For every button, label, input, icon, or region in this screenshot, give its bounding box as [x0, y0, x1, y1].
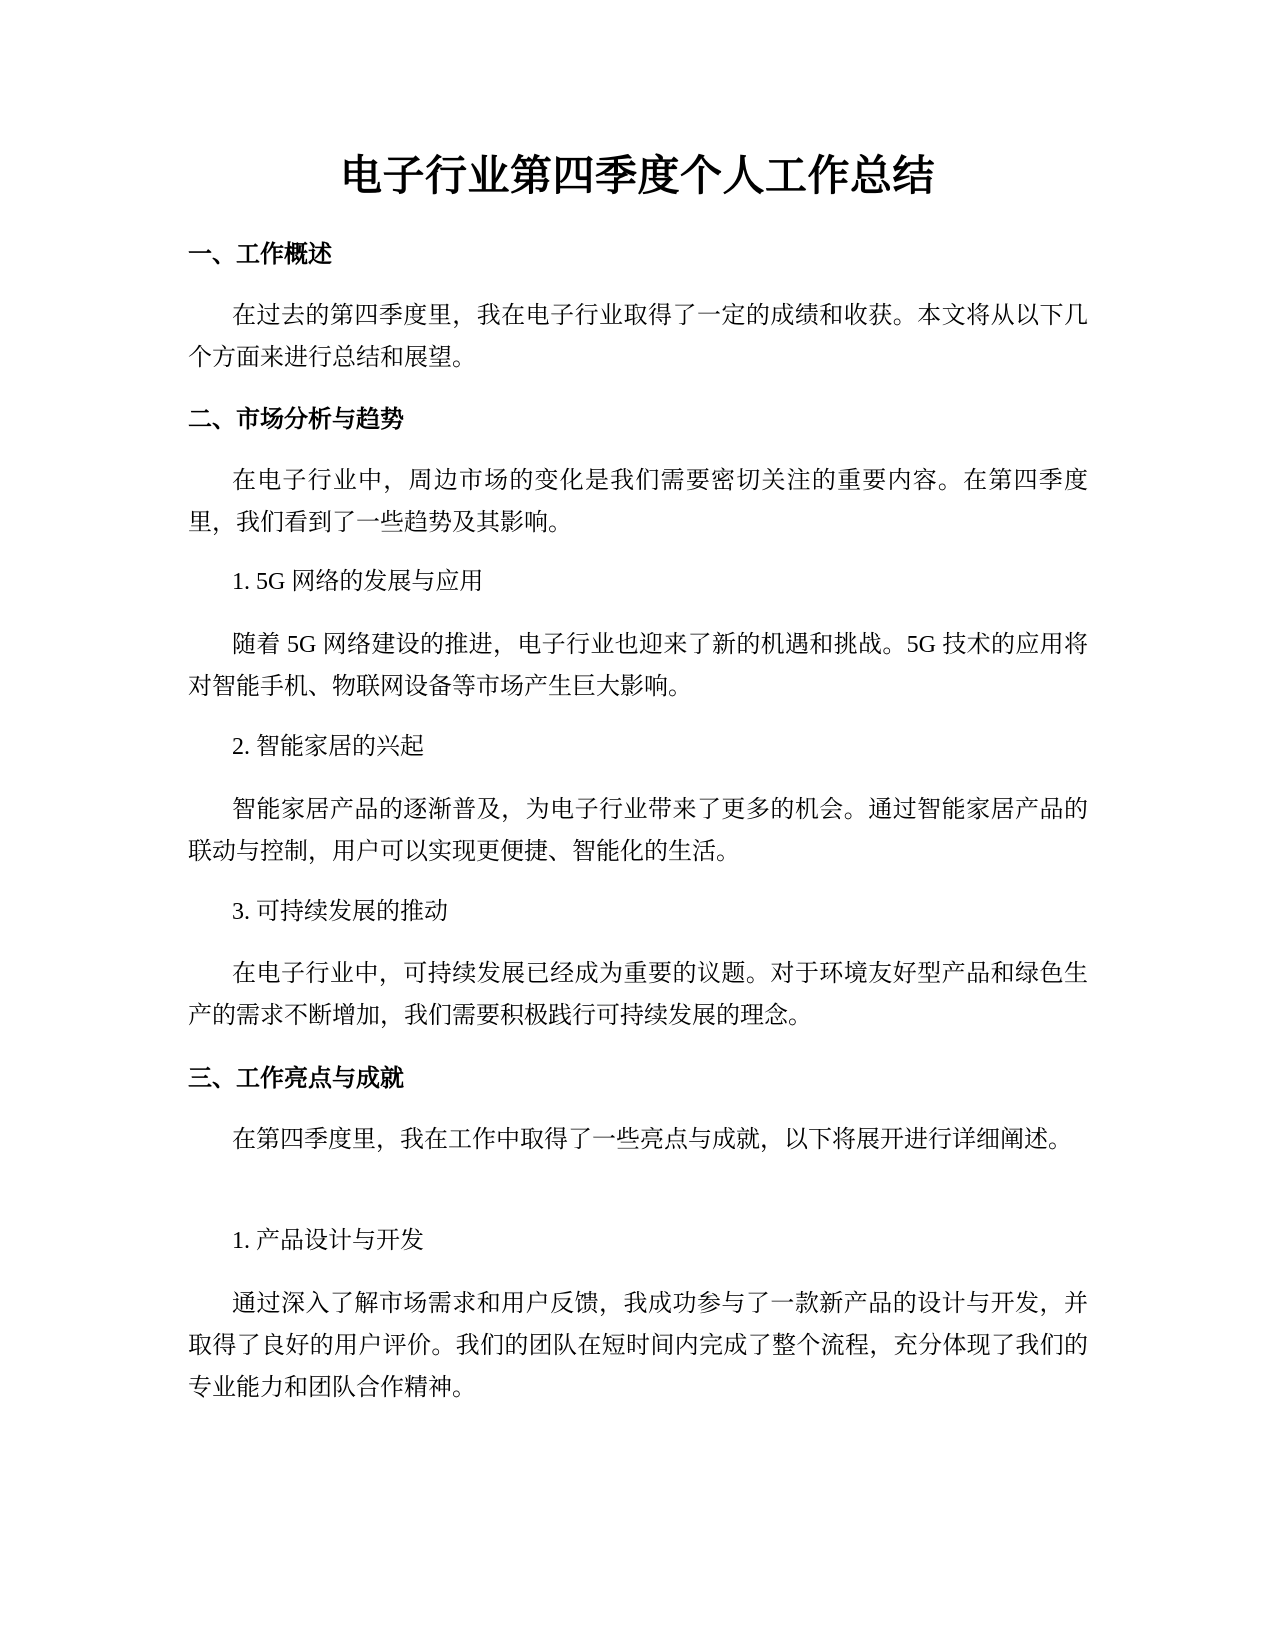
market-item-3-body: 在电子行业中，可持续发展已经成为重要的议题。对于环境友好型产品和绿色生产的需求不断增加，我们需要积极践行可持续发展的理念。	[188, 961, 1088, 1029]
section-heading-highlights: 三、工作亮点与成就	[188, 1064, 404, 1092]
section-overview-paragraph: 在过去的第四季度里，我在电子行业取得了一定的成绩和收获。本文将从以下几个方面来进行总结和展望。	[188, 303, 1088, 371]
market-item-3-title: 3. 可持续发展的推动	[232, 899, 448, 925]
section-highlights-paragraph: 在第四季度里，我在工作中取得了一些亮点与成就，以下将展开进行详细阐述。	[232, 1127, 1072, 1153]
section-heading-market: 二、市场分析与趋势	[188, 405, 404, 433]
market-item-1-title: 1. 5G 网络的发展与应用	[232, 569, 484, 595]
section-market-paragraph: 在电子行业中，周边市场的变化是我们需要密切关注的重要内容。在第四季度里，我们看到了一些趋势及其影响。	[188, 468, 1088, 536]
highlights-item-1-title: 1. 产品设计与开发	[232, 1228, 424, 1254]
highlights-item-1-body: 通过深入了解市场需求和用户反馈，我成功参与了一款新产品的设计与开发，并取得了良好的用户评价。我们的团队在短时间内完成了整个流程，充分体现了我们的专业能力和团队合作精神。	[188, 1291, 1088, 1401]
market-item-1-body: 随着 5G 网络建设的推进，电子行业也迎来了新的机遇和挑战。5G 技术的应用将对智能手机、物联网设备等市场产生巨大影响。	[188, 632, 1088, 700]
document-title: 电子行业第四季度个人工作总结	[339, 151, 935, 200]
section-heading-overview: 一、工作概述	[188, 240, 332, 268]
market-item-2-body: 智能家居产品的逐渐普及，为电子行业带来了更多的机会。通过智能家居产品的联动与控制，用户可以实现更便捷、智能化的生活。	[188, 797, 1088, 865]
market-item-2-title: 2. 智能家居的兴起	[232, 734, 424, 760]
